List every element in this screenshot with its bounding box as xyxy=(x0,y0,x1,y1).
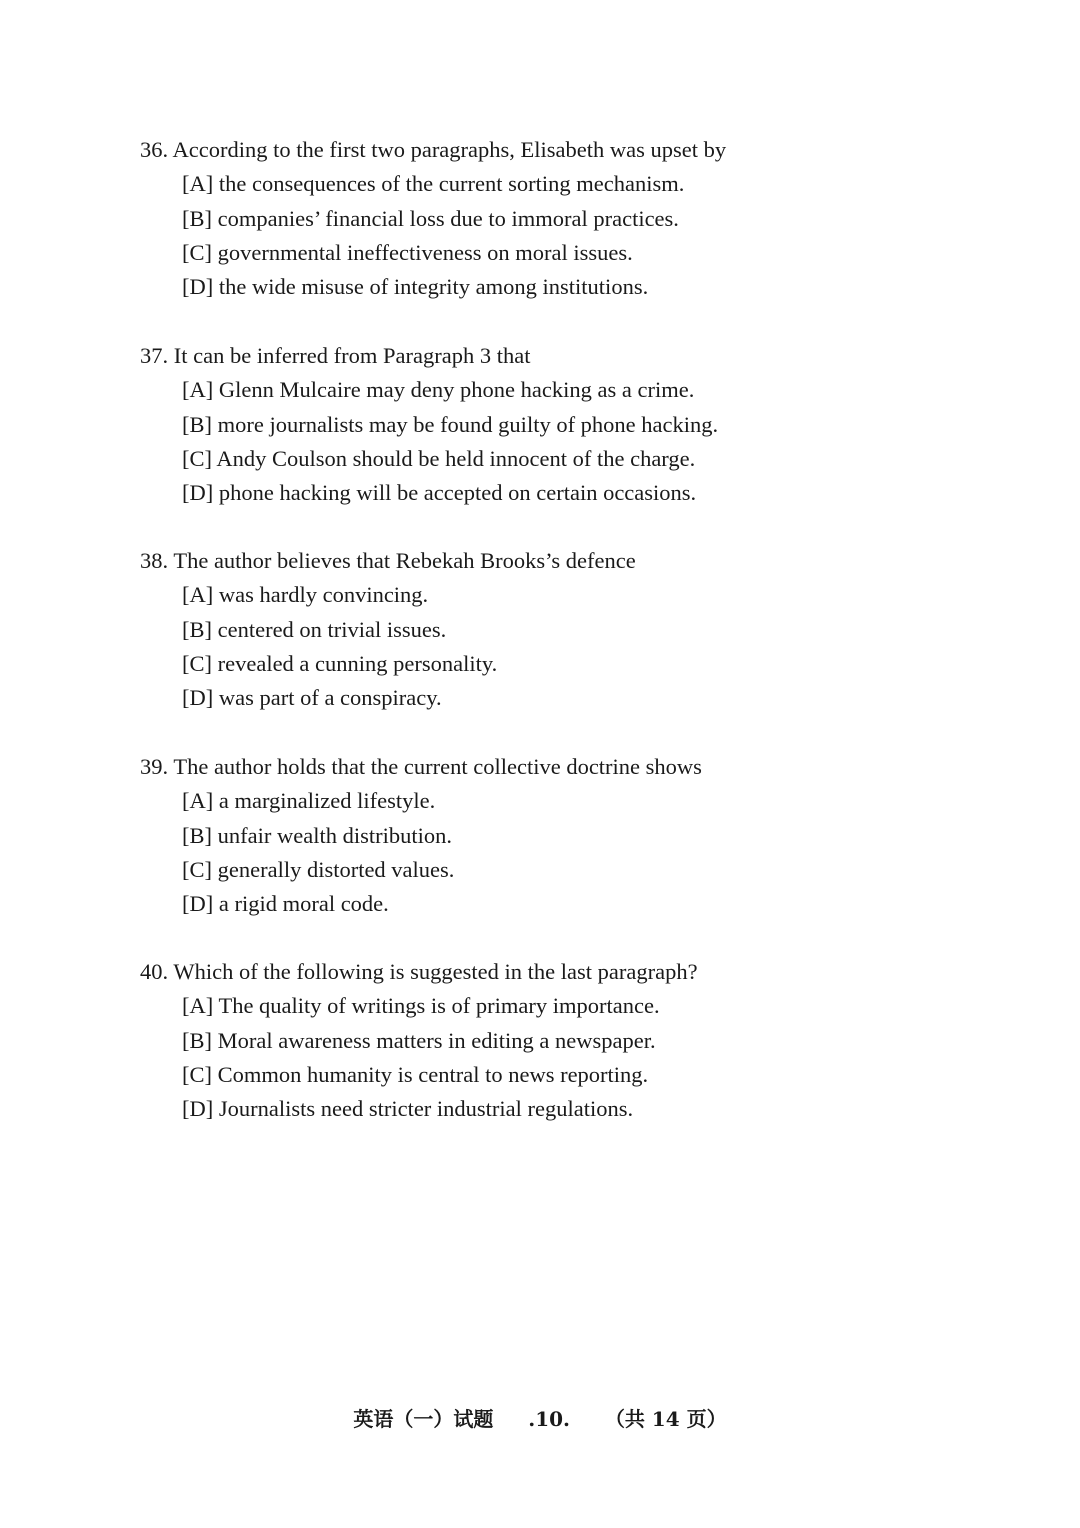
option-b: [B] unfair wealth distribution. xyxy=(182,822,452,848)
exam-title: 英语（一）试题 xyxy=(353,1407,494,1431)
option-a: [A] Glenn Mulcaire may deny phone hacking as a crime. xyxy=(182,377,695,403)
option-d: [D] a rigid moral code. xyxy=(182,891,389,917)
option-a: [A] was hardly convincing. xyxy=(182,582,429,608)
option-d: [D] the wide misuse of integrity among institutions. xyxy=(182,274,649,300)
option-c: [C] generally distorted values. xyxy=(182,856,455,882)
question-stem: 37. It can be inferred from Paragraph 3 that xyxy=(140,343,531,368)
option-b: [B] more journalists may be found guilty of phone hacking. xyxy=(182,411,719,437)
option-c: [C] governmental ineffectiveness on moral issues. xyxy=(182,239,633,265)
page-number: .10. xyxy=(528,1407,570,1431)
option-c: [C] Common humanity is central to news reporting. xyxy=(182,1061,649,1087)
question-39 xyxy=(140,750,940,921)
option-c: [C] revealed a cunning personality. xyxy=(182,650,498,676)
option-c: [C] Andy Coulson should be held innocent of the charge. xyxy=(182,445,696,471)
option-b: [B] companies’ financial loss due to immoral practices. xyxy=(182,205,679,231)
question-stem: 38. The author believes that Rebekah Brooks’s defence xyxy=(140,548,636,573)
option-d: [D] Journalists need stricter industrial regulations. xyxy=(182,1096,634,1122)
question-38 xyxy=(140,544,940,715)
question-stem: 36. According to the first two paragraphs, Elisabeth was upset by xyxy=(140,137,727,162)
question-stem: 39. The author holds that the current collective doctrine shows xyxy=(140,754,702,779)
option-d: [D] phone hacking will be accepted on certain occasions. xyxy=(182,480,697,506)
option-d: [D] was part of a conspiracy. xyxy=(182,685,442,711)
option-b: [B] centered on trivial issues. xyxy=(182,616,447,642)
total-pages: （共 14 页） xyxy=(604,1407,727,1431)
question-36 xyxy=(140,133,940,304)
question-stem: 40. Which of the following is suggested in the last paragraph? xyxy=(140,959,698,984)
option-b: [B] Moral awareness matters in editing a newspaper. xyxy=(182,1027,656,1053)
question-40 xyxy=(140,955,940,1126)
option-a: [A] The quality of writings is of primary importance. xyxy=(182,993,660,1019)
page-footer xyxy=(0,1405,1080,1433)
option-a: [A] a marginalized lifestyle. xyxy=(182,788,436,814)
question-37 xyxy=(140,339,940,510)
option-a: [A] the consequences of the current sorting mechanism. xyxy=(182,171,685,197)
